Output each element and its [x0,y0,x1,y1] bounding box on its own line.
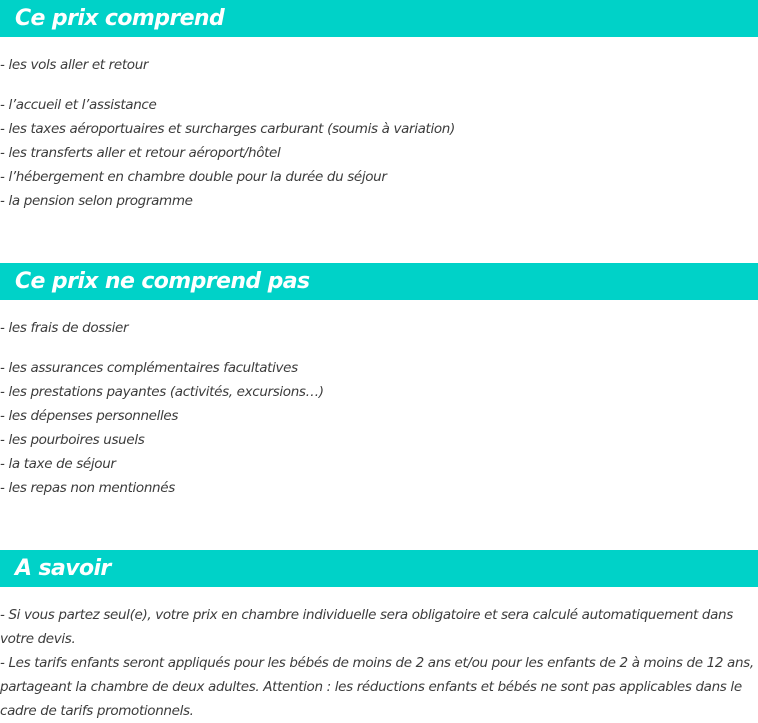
list-item: - les assurances complémentaires facultatives [0,360,298,376]
section-header [0,263,758,300]
excluded-list [0,316,758,500]
list-item: - les pourboires usuels [0,432,145,448]
list-item: - les dépenses personnelles [0,408,179,424]
section-title: Ce prix ne comprend pas [15,268,310,294]
list-item: - les vols aller et retour [0,57,149,73]
list-item: - les frais de dossier [0,320,129,336]
list-item: - les prestations payantes (activités, excursions…) [0,384,324,400]
list-item: - la pension selon programme [0,193,193,209]
section-price-excludes [0,263,758,500]
section-title: Ce prix comprend [15,5,225,31]
list-item: - l’hébergement en chambre double pour la durée du séjour [0,169,387,185]
info-paragraph-child-rates: - Les tarifs enfants seront appliqués pour les bébés de moins de 2 ans et/ou pour les enfants de 2 à moins de 12 ans, partageant la chambre de deux adultes. Attention : les réductions enfants et bébés ne sont pas applicables dans le cadre de tarifs promotionnels. [0,655,754,719]
list-item: - les transferts aller et retour aéroport/hôtel [0,145,281,161]
section-header [0,550,758,587]
list-item: - les taxes aéroportuaires et surcharges carburant (soumis à variation) [0,121,455,137]
list-item: - les repas non mentionnés [0,480,175,496]
list-item: - la taxe de séjour [0,456,116,472]
section-price-includes [0,0,758,213]
section-title: A savoir [15,555,111,581]
section-header [0,0,758,37]
section-good-to-know [0,550,758,723]
list-item: - l’accueil et l’assistance [0,97,157,113]
info-paragraph-single-room: - Si vous partez seul(e), votre prix en chambre individuelle sera obligatoire et sera calculé automatiquement dans votre devis. [0,607,733,647]
included-list [0,53,758,213]
